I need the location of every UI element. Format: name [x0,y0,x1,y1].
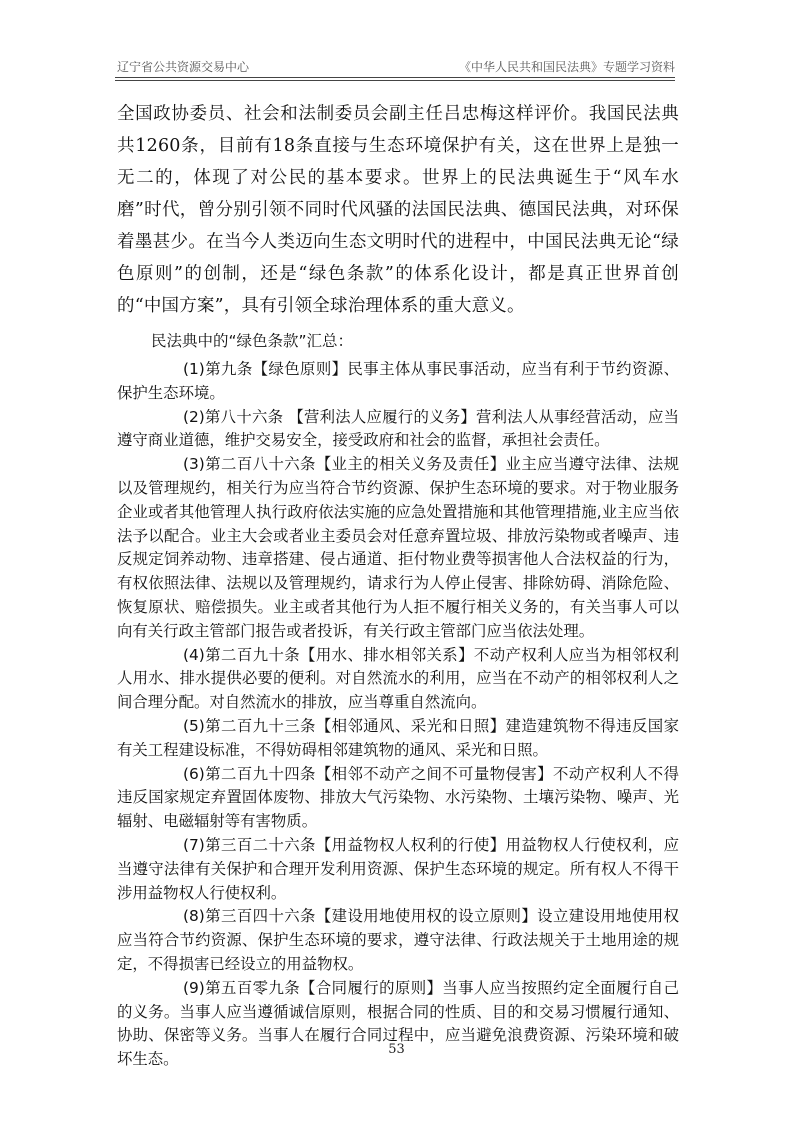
clause-item: (7)第三百二十六条【用益物权人权利的行使】用益物权人行使权利，应当遵守法律有关保护和合理开发利用资源、保护生态环境的规定。所有权人不得干涉用益物权人行使权利。 [117,835,679,902]
clause-item: (3)第二百八十六条【业主的相关义务及责任】业主应当遵守法律、法规以及管理规约，相关行为应当符合节约资源、保护生态环境的要求。对于物业服务企业或者其他管理人执行政府依法实施的应急处置措施和其他管理措施,业主应当依法予以配合。业主大会或者业主委员会对任意弃置垃圾、排放污染物或者噪声、违反规定饲养动物、违章搭建、侵占通道、拒付物业费等损害他人合法权益的行为，有权依照法律、法规以及管理规约，请求行为人停止侵害、排除妨碍、消除危险、恢复原状、赔偿损失。业主或者其他行为人拒不履行相关义务的，有关当事人可以向有关行政主管部门报告或者投诉，有关行政主管部门应当依法处理。 [117,455,679,640]
clause-item: (2)第八十六条 【营利法人应履行的义务】营利法人从事经营活动，应当遵守商业道德，维护交易安全，接受政府和社会的监督，承担社会责任。 [117,407,679,450]
clause-item: (8)第三百四十六条【建设用地使用权的设立原则】设立建设用地使用权应当符合节约资源、保护生态环境的要求，遵守法律、行政法规关于土地用途的规定，不得损害已经设立的用益物权。 [117,907,679,973]
header-organization: 辽宁省公共资源交易中心 [117,60,250,74]
summary-heading: 民法典中的“绿色条款”汇总： [151,332,354,350]
clause-item: (9)第五百零九条【合同履行的原则】当事人应当按照约定全面履行自己的义务。当事人应当遵循诚信原则，根据合同的性质、目的和交易习惯履行通知、协助、保密等义务。当事人在履行合同过程中，应当避免浪费资源、污染环境和破坏生态。 [117,978,679,1069]
header-divider-secondary [115,80,675,81]
clause-item: (4)第二百九十条【用水、排水相邻关系】不动产权利人应当为相邻权利人用水、排水提供必要的便利。对自然流水的利用，应当在不动产的相邻权利人之间合理分配。对自然流水的排放，应当尊重自然流向。 [117,645,679,712]
header-divider [115,77,675,78]
green-clauses-list [117,358,679,1072]
header-document-title: 《中华人民共和国民法典》专题学习资料 [458,60,675,74]
clause-item: (6)第二百九十四条【相邻不动产之间不可量物侵害】不动产权利人不得违反国家规定弃置固体废物、排放大气污染物、水污染物、土壤污染物、噪声、光辐射、电磁辐射等有害物质。 [117,764,679,831]
clause-item: (1)第九条【绿色原则】民事主体从事民事活动，应当有利于节约资源、保护生态环境。 [117,360,679,402]
page-number: 53 [388,1042,405,1057]
intro-paragraph: 全国政协委员、社会和法制委员会副主任吕忠梅这样评价。我国民法典共1260条，目前有18条直接与生态环境保护有关，这在世界上是独一无二的，体现了对公民的基本要求。世界上的民法典诞生于“风车水磨”时代，曾分别引领不同时代风骚的法国民法典、德国民法典，对环保着墨甚少。在当今人类迈向生态文明时代的进程中，中国民法典无论“绿色原则”的创制，还是“绿色条款”的体系化设计，都是真正世界首创的“中国方案”，具有引领全球治理体系的重大意义。 [117,104,679,316]
clause-item: (5)第二百九十三条【相邻通风、采光和日照】建造建筑物不得违反国家有关工程建设标准，不得妨碍相邻建筑物的通风、采光和日照。 [117,716,679,759]
